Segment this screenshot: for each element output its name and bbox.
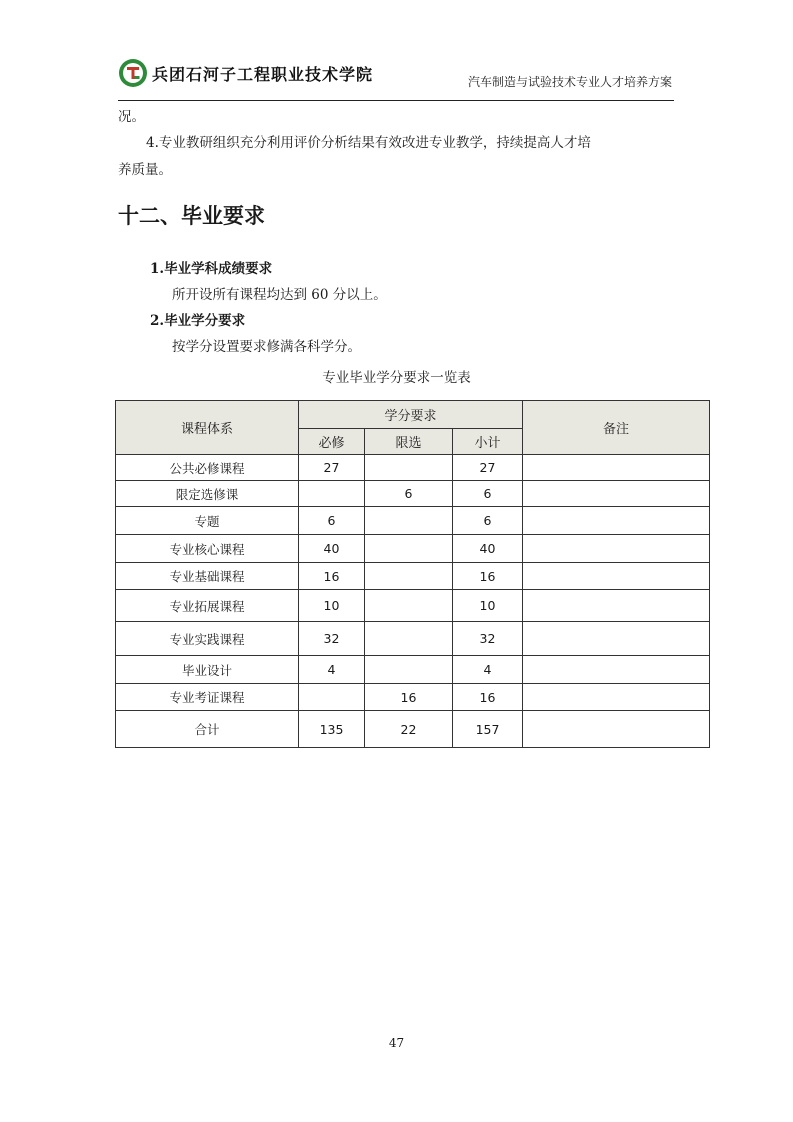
school-name: 兵团石河子工程职业技术学院 (152, 65, 374, 84)
table-row (116, 507, 710, 535)
subtotal-cell: 4 (453, 656, 523, 684)
subtotal-cell: 27 (453, 455, 523, 481)
course-name-cell: 专业基础课程 (116, 563, 299, 590)
remark-cell (523, 656, 710, 684)
subtotal-cell: 10 (453, 590, 523, 622)
remark-cell (523, 455, 710, 481)
remark-cell (523, 684, 710, 711)
elective-cell: 6 (365, 481, 453, 507)
required-cell: 40 (299, 535, 365, 563)
remark-cell (523, 590, 710, 622)
item-2-text: 按学分设置要求修满各科学分。 (172, 339, 361, 355)
course-name-cell: 公共必修课程 (116, 455, 299, 481)
required-cell (299, 481, 365, 507)
table-row (116, 481, 710, 507)
item-2-title: 2.毕业学分要求 (150, 313, 246, 329)
paragraph-4-line-1: 4.专业教研组织充分利用评价分析结果有效改进专业教学，持续提高人才培 (146, 135, 591, 151)
course-name-cell: 合计 (116, 711, 299, 748)
header-required: 必修 (299, 429, 365, 455)
elective-cell (365, 656, 453, 684)
course-name-cell: 专业核心课程 (116, 535, 299, 563)
subtotal-cell: 16 (453, 684, 523, 711)
school-logo-icon (118, 58, 148, 88)
item-1-text: 所开设所有课程均达到 60 分以上。 (172, 287, 387, 303)
required-cell: 4 (299, 656, 365, 684)
header-course-system: 课程体系 (116, 401, 299, 455)
course-name-cell: 专业拓展课程 (116, 590, 299, 622)
table-row (116, 656, 710, 684)
elective-cell: 16 (365, 684, 453, 711)
elective-cell: 22 (365, 711, 453, 748)
course-name-cell: 专业实践课程 (116, 622, 299, 656)
header-remark: 备注 (523, 401, 710, 455)
page-header (118, 56, 674, 101)
course-name-cell: 限定选修课 (116, 481, 299, 507)
header-elective: 限选 (365, 429, 453, 455)
required-cell: 10 (299, 590, 365, 622)
elective-cell (365, 622, 453, 656)
required-cell: 6 (299, 507, 365, 535)
header-subtotal: 小计 (453, 429, 523, 455)
table-row (116, 622, 710, 656)
table-row (116, 563, 710, 590)
required-cell (299, 684, 365, 711)
section-heading: 十二、毕业要求 (118, 204, 265, 228)
page-number: 47 (388, 1036, 405, 1050)
required-cell: 135 (299, 711, 365, 748)
table-row (116, 535, 710, 563)
course-name-cell: 专题 (116, 507, 299, 535)
subtotal-cell: 40 (453, 535, 523, 563)
remark-cell (523, 507, 710, 535)
paragraph-4-line-2: 养质量。 (118, 162, 172, 178)
paragraph-continuation: 况。 (118, 109, 145, 125)
table-caption: 专业毕业学分要求一览表 (322, 370, 471, 386)
table-row-total (116, 711, 710, 748)
remark-cell (523, 535, 710, 563)
subtotal-cell: 157 (453, 711, 523, 748)
table-row (116, 455, 710, 481)
remark-cell (523, 481, 710, 507)
required-cell: 27 (299, 455, 365, 481)
course-name-cell: 毕业设计 (116, 656, 299, 684)
subtotal-cell: 16 (453, 563, 523, 590)
subtotal-cell: 6 (453, 507, 523, 535)
elective-cell (365, 535, 453, 563)
elective-cell (365, 507, 453, 535)
table-row (116, 684, 710, 711)
header-credit-requirement: 学分要求 (299, 401, 523, 429)
elective-cell (365, 563, 453, 590)
document-title: 汽车制造与试验技术专业人才培养方案 (467, 75, 672, 89)
item-1-title: 1.毕业学科成绩要求 (150, 261, 273, 277)
required-cell: 16 (299, 563, 365, 590)
elective-cell (365, 455, 453, 481)
remark-cell (523, 622, 710, 656)
required-cell: 32 (299, 622, 365, 656)
credit-requirements-table (115, 400, 710, 748)
subtotal-cell: 6 (453, 481, 523, 507)
course-name-cell: 专业考证课程 (116, 684, 299, 711)
remark-cell (523, 563, 710, 590)
subtotal-cell: 32 (453, 622, 523, 656)
remark-cell (523, 711, 710, 748)
table-row (116, 590, 710, 622)
elective-cell (365, 590, 453, 622)
